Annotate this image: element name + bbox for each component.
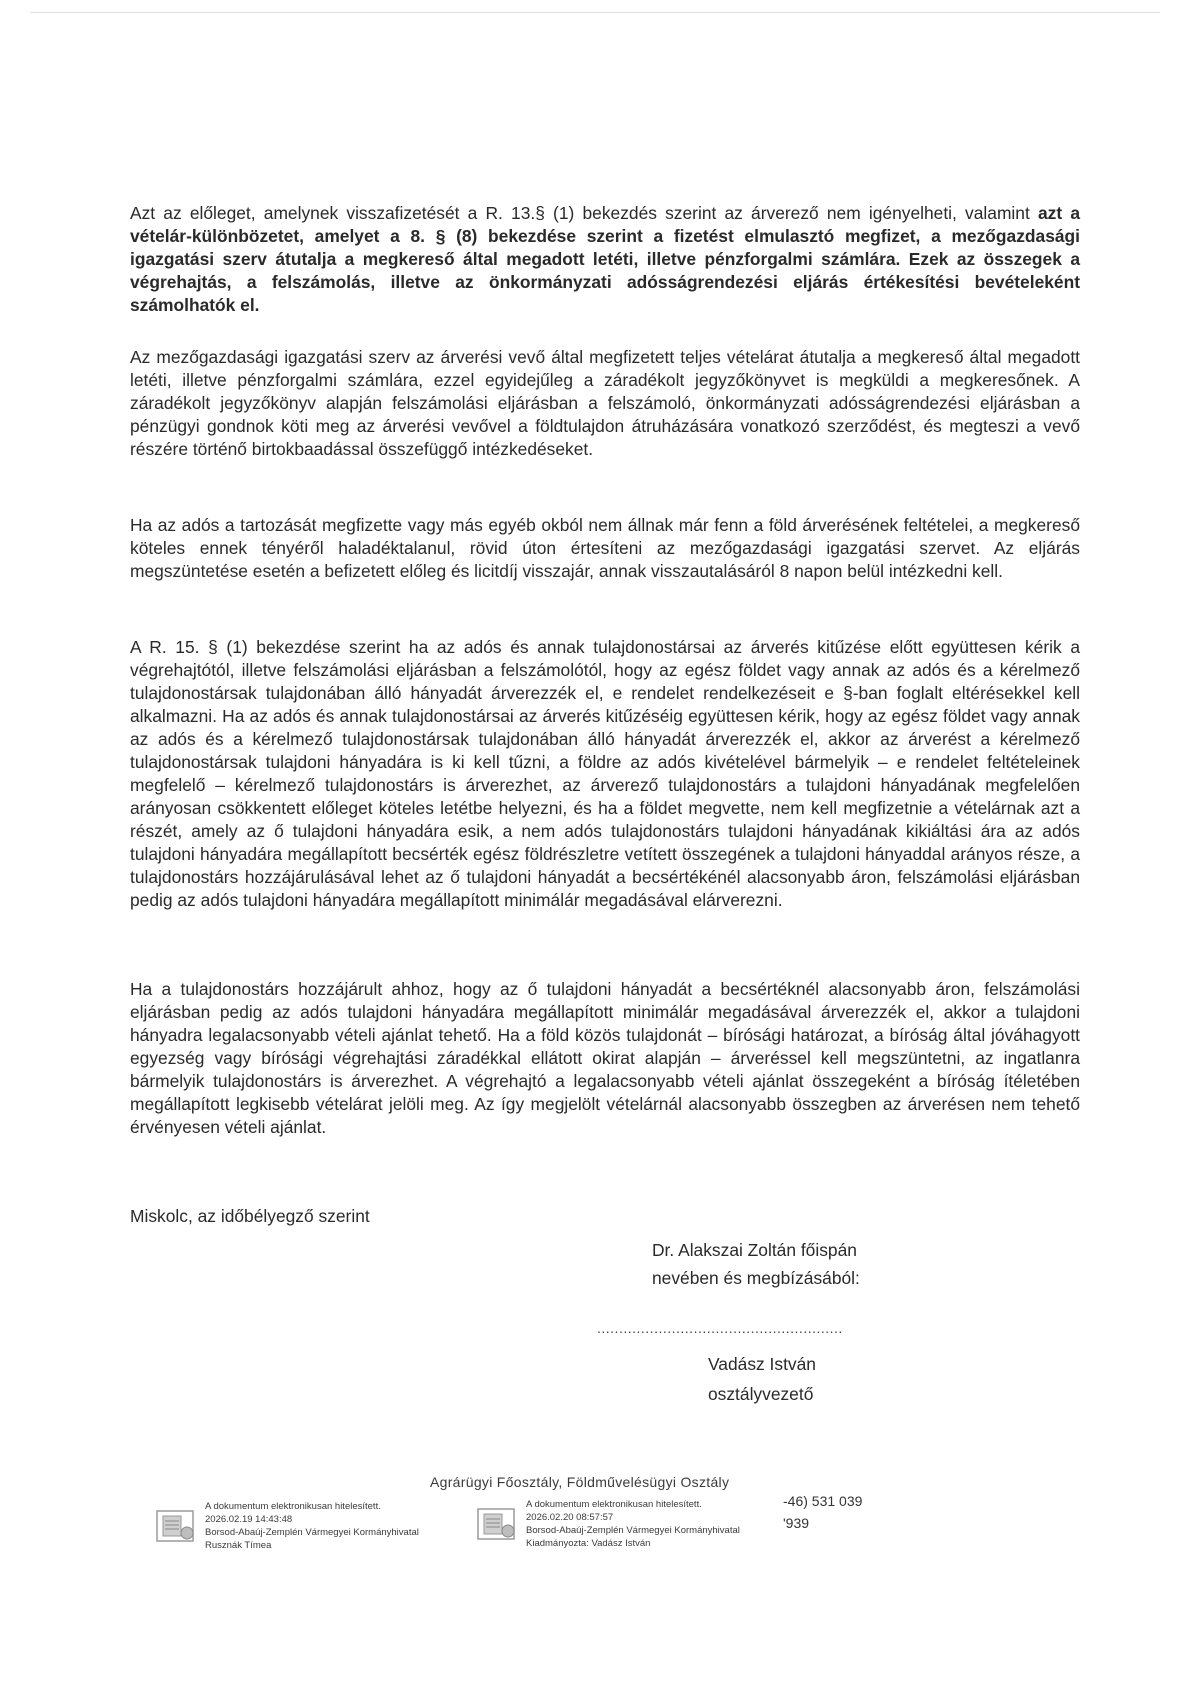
paragraph-3-text: Ha az adós a tartozását megfizette vagy más egyéb okból nem állnak már fenn a föld árverésének feltételei, a megkereső köteles ennek tényéről haladéktalanul, rövid úton értesíteni az mezőgazdasági igazgatási szervet. Az eljárás megszüntetése esetén a befizetett előleg és licitdíj visszajár, annak visszautalásáról 8 napon belül intézkedni kell. xyxy=(130,515,1080,581)
stamp-1-line-4: Rusznák Tímea xyxy=(205,1540,272,1551)
paragraph-1 xyxy=(130,202,1080,317)
top-rule xyxy=(30,12,1160,13)
paragraph-2 xyxy=(130,346,1080,461)
paragraph-4 xyxy=(130,636,1080,912)
signatory-line-1: Dr. Alakszai Zoltán főispán xyxy=(652,1240,857,1260)
stamp-2-line-4: Kiadmányozta: Vadász István xyxy=(526,1538,651,1549)
signer-title: osztályvezető xyxy=(708,1384,814,1404)
e-seal-icon xyxy=(476,1505,520,1543)
e-seal-text-1 xyxy=(205,1500,419,1552)
paragraph-3 xyxy=(130,514,1080,583)
paragraph-2-text: Az mezőgazdasági igazgatási szerv az árverési vevő által megfizetett teljes vételárat átutalja a megkereső által megadott letéti, illetve pénzforgalmi számlára, ezzel egyidejűleg a záradékolt jegyzőkönyvet is megküldi a megkeresőnek. A záradékolt jegyzőkönyv alapján felszámolási eljárásban a felszámoló, önkormányzati adósságrendezési eljárásban a pénzügyi gondnok köti meg az árverési vevővel a földtulajdon átruházására vonatkozó szerződést, és megteszi a vevő részére történő birtokbaadással összefüggő intézkedéseket. xyxy=(130,347,1080,459)
place-date: Miskolc, az időbélyegző szerint xyxy=(130,1206,370,1226)
e-seal-icon xyxy=(155,1507,199,1545)
footer-department: Agrárügyi Főosztály, Földművelésügyi Osztály xyxy=(430,1474,730,1490)
signer-name: Vadász István xyxy=(708,1354,816,1374)
stamp-1-line-2: 2026.02.19 14:43:48 xyxy=(205,1514,293,1525)
e-seal-stamp-2 xyxy=(476,1498,740,1550)
stamp-2-line-3: Borsod-Abaúj-Zemplén Vármegyei Kormányhivatal xyxy=(526,1525,740,1536)
paragraph-1-plain: Azt az előleget, amelynek visszafizetését a R. 13.§ (1) bekezdés szerint az árverező nem igényelheti, valamint xyxy=(130,203,1038,223)
paragraph-5 xyxy=(130,978,1080,1139)
signatory-block xyxy=(652,1236,860,1292)
e-seal-text-2 xyxy=(526,1498,740,1550)
paragraph-4-text: A R. 15. § (1) bekezdése szerint ha az adós és annak tulajdonostársai az árverés kitűzése előtt együttesen kérik a végrehajtótól, illetve felszámolási eljárásban a felszámolótól, hogy az egész földet vagy annak az adós és a kérelmező tulajdonostársak tulajdonában álló hányadát árverezzék el, e rendelet rendelkezéseit e §-ban foglalt eltérésekkel kell alkalmazni. Ha az adós és annak tulajdonostársai az árverés kitűzéséig együttesen kérik, hogy az egész földet vagy annak az adós és a kérelmező tulajdonostársak tulajdonában álló hányadát árverezzék el, akkor az árverést a kérelmező tulajdonostársak tulajdoni hányadára is ki kell tűzni, a földre az adós kivételével bármelyik – e rendelet feltételeinek megfelelő – kérelmező tulajdonostárs is árverezhet, az árverező tulajdonostárs a tulajdoni hányadának megfelelően arányosan csökkentett előleget köteles letétbe helyezni, és ha a földet megvette, nem kell megfizetnie a vételárnak azt a részét, amely az ő tulajdoni hányadára esik, a nem adós tulajdonostárs tulajdoni hányadának kikiáltási ára az adós tulajdoni hányadára megállapított becsérték egész földrészletre vetített összegének a tulajdoni hányaddal arányos része, a tulajdonostárs hozzájárulásával lehet az ő tulajdoni hányadát a becsértékénél alacsonyabb áron, felszámolási eljárásban pedig az adós tulajdoni hányadára megállapított minimálár megadásával elárverezni. xyxy=(130,637,1080,910)
signature-line: ........................................................ xyxy=(597,1320,843,1336)
e-seal-stamp-1 xyxy=(155,1500,419,1552)
stamp-2-line-2: 2026.02.20 08:57:57 xyxy=(526,1512,614,1523)
stamp-1-line-1: A dokumentum elektronikusan hitelesített. xyxy=(205,1501,381,1512)
stamp-1-line-3: Borsod-Abaúj-Zemplén Vármegyei Kormányhivatal xyxy=(205,1527,419,1538)
paragraph-5-text: Ha a tulajdonostárs hozzájárult ahhoz, hogy az ő tulajdoni hányadát a becsértéknél alacsonyabb áron, felszámolási eljárásban pedig az adós tulajdoni hányadára megállapított minimálár megadásával árverezzék el, akkor a tulajdoni hányadra legalacsonyabb vételi ajánlat tehető. Ha a föld közös tulajdonát – bírósági határozat, a bíróság által jóváhagyott egyezség vagy bírósági végrehajtási záradékkal ellátott okirat alapján – árveréssel kell megszüntetni, az ingatlanra bármelyik tulajdonostárs is árverezhet. A végrehajtó a legalacsonyabb vételi ajánlat összegeként a bíróság ítéletében megállapított legkisebb vételárat jelöli meg. Az így megjelölt vételárnál alacsonyabb összegben az árverésen nem tehető érvényesen vételi ajánlat. xyxy=(130,979,1080,1137)
signer-block xyxy=(708,1349,816,1409)
stamp-2-line-1: A dokumentum elektronikusan hitelesített. xyxy=(526,1499,702,1510)
phone-line-2: '939 xyxy=(783,1515,810,1531)
phone-line-1: -46) 531 039 xyxy=(783,1493,863,1509)
signatory-line-2: nevében és megbízásából: xyxy=(652,1268,860,1288)
paragraph-1-bold: azt a vételár-különbözetet, amelyet a 8. § (8) bekezdése szerint a fizetést elmulasztó megfizet, a mezőgazdasági igazgatási szerv átutalja a megkereső által megadott letéti, illetve pénzforgalmi számlára. Ezek az összegek a végrehajtás, a felszámolás, illetve az önkormányzati adósságrendezési eljárás értékesítési bevételeként számolhatók el. xyxy=(130,203,1080,315)
contact-phone xyxy=(783,1490,862,1534)
